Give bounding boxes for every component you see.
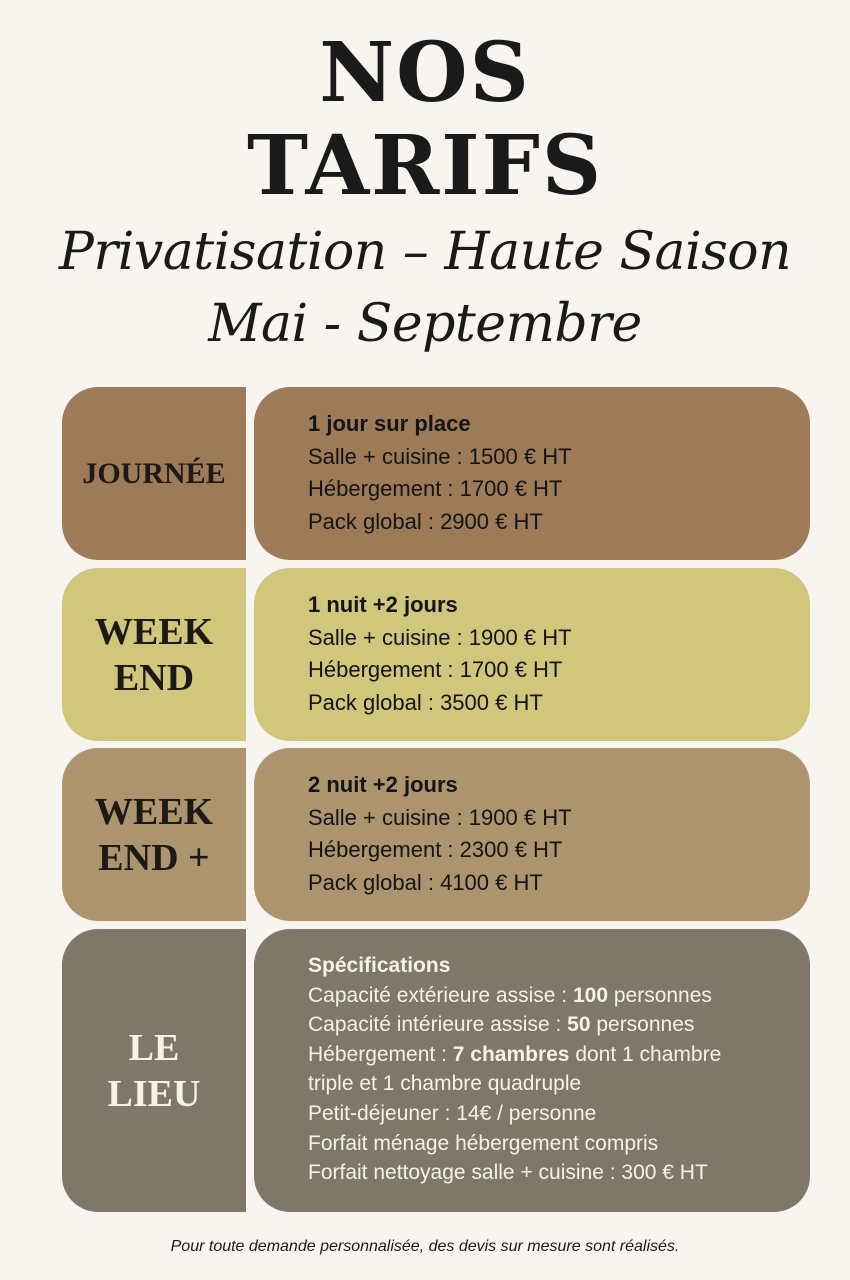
- lodging-rooms-cont: triple et 1 chambre quadruple: [308, 1072, 582, 1096]
- venue-row: [62, 929, 810, 1212]
- specs-heading: Spécifications: [308, 954, 451, 977]
- breakfast-price: Petit-déjeuner : 14€ / personne: [308, 1101, 597, 1125]
- offer-price-lodging: Hébergement : 1700 € HT: [308, 657, 563, 682]
- venue-label-line2: LIEU: [107, 1072, 201, 1115]
- offer-label-box: [62, 568, 246, 741]
- offer-heading: 1 jour sur place: [308, 411, 471, 436]
- offer-label: JOURNÉE: [82, 456, 226, 490]
- offer-label-line1: WEEK: [94, 790, 214, 833]
- offer-row-weekend-plus: [62, 748, 810, 921]
- venue-specifications: [254, 929, 810, 1212]
- offer-heading: 1 nuit +2 jours: [308, 592, 458, 617]
- offer-price-pack: Pack global : 2900 € HT: [308, 508, 543, 534]
- offer-label-line2: END: [113, 656, 195, 699]
- page-title-line1: NOS: [319, 25, 531, 121]
- offer-price-pack: Pack global : 3500 € HT: [308, 689, 543, 715]
- offer-label-box: [62, 748, 246, 921]
- page-subtitle: Privatisation – Haute Saison: [58, 222, 792, 282]
- offer-row-weekend: [62, 568, 810, 741]
- offer-price-lodging: Hébergement : 2300 € HT: [308, 837, 563, 862]
- offer-price-hall: Salle + cuisine : 1500 € HT: [308, 443, 572, 469]
- offer-label-box: [62, 387, 246, 560]
- venue-label-box: [62, 929, 246, 1212]
- offer-price-lodging: Hébergement : 1700 € HT: [308, 476, 563, 501]
- offer-details: [254, 387, 810, 560]
- page-title-line2: TARIFS: [246, 118, 604, 214]
- offer-heading: 2 nuit +2 jours: [308, 772, 458, 797]
- offer-row-journee: [62, 387, 810, 560]
- capacity-outdoor: Capacité extérieure assise : 100 personnes: [308, 983, 712, 1007]
- footer-note: Pour toute demande personnalisée, des devis sur mesure sont réalisés.: [170, 1238, 680, 1255]
- offer-label-line2: END +: [98, 836, 210, 879]
- offer-label-line1: WEEK: [94, 610, 214, 653]
- offer-price-hall: Salle + cuisine : 1900 € HT: [308, 804, 572, 830]
- cleaning-lodging: Forfait ménage hébergement compris: [308, 1131, 659, 1155]
- offer-details: [254, 748, 810, 921]
- offer-price-hall: Salle + cuisine : 1900 € HT: [308, 624, 572, 650]
- offer-price-pack: Pack global : 4100 € HT: [308, 869, 543, 895]
- cleaning-hall: Forfait nettoyage salle + cuisine : 300 € HT: [308, 1161, 708, 1185]
- venue-label-line1: LE: [128, 1026, 180, 1069]
- lodging-rooms: Hébergement : 7 chambres dont 1 chambre: [308, 1042, 722, 1066]
- season-period: Mai - Septembre: [208, 294, 642, 354]
- offer-details: [254, 568, 810, 741]
- capacity-indoor: Capacité intérieure assise : 50 personnes: [308, 1013, 695, 1037]
